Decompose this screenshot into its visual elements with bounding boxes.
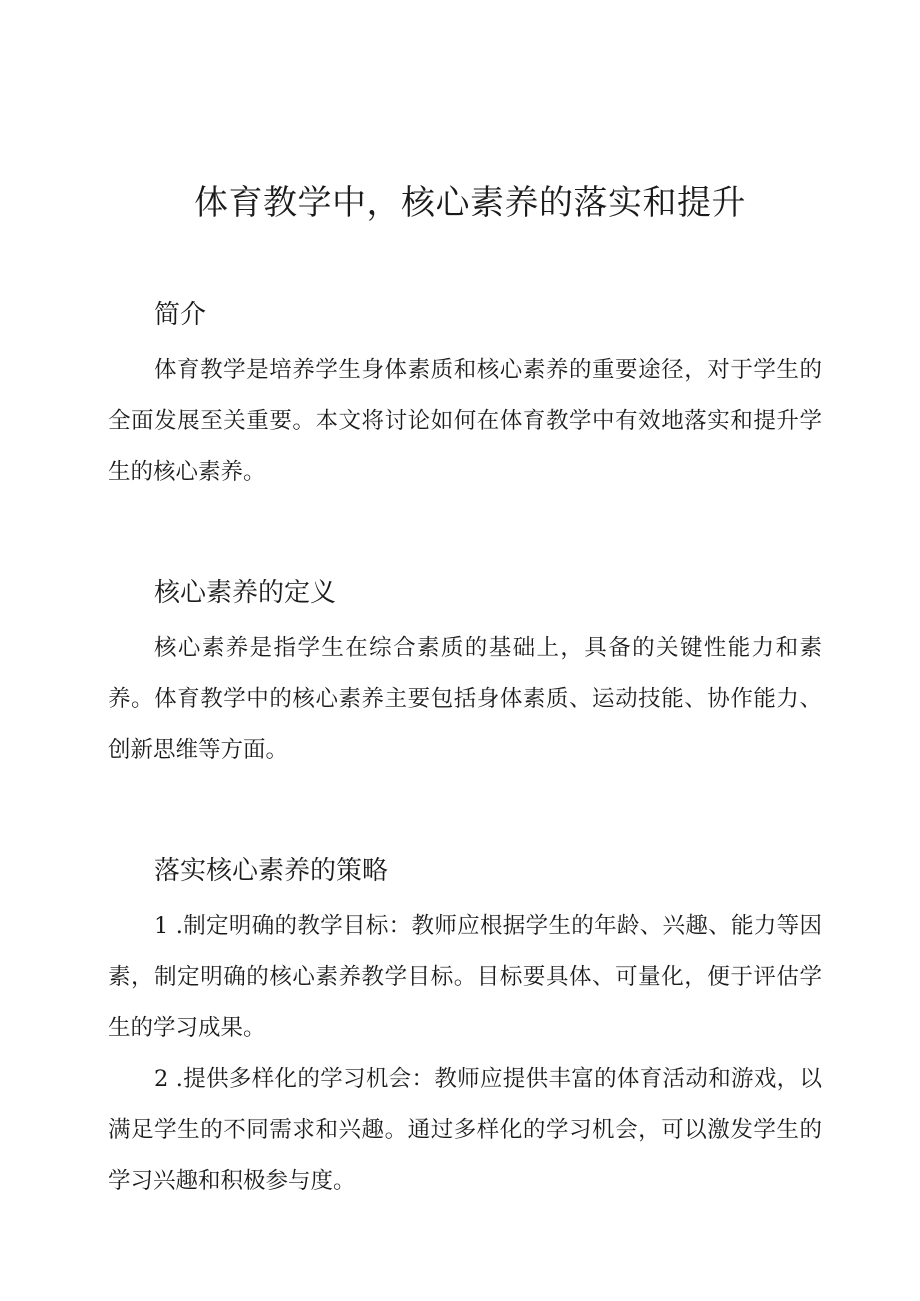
list-item-strategy-2: 2 .提供多样化的学习机会：教师应提供丰富的体育活动和游戏，以满足学生的不同需求和兴趣。通过多样化的学习机会，可以激发学生的学习兴趣和积极参与度。 — [108, 1066, 822, 1194]
list-item-strategy-1: 1 .制定明确的教学目标：教师应根据学生的年龄、兴趣、能力等因素，制定明确的核心素养教学目标。目标要具体、可量化，便于评估学生的学习成果。 — [108, 913, 822, 1041]
section-definition — [108, 575, 822, 776]
section-heading-introduction: 简介 — [154, 300, 207, 330]
section-heading-strategies: 落实核心素养的策略 — [154, 856, 389, 886]
section-strategies — [108, 853, 822, 1207]
paragraph-definition: 核心素养是指学生在综合素质的基础上，具备的关键性能力和素养。体育教学中的核心素养主要包括身体素质、运动技能、协作能力、创新思维等方面。 — [108, 635, 822, 763]
document-title: 体育教学中，核心素养的落实和提升 — [194, 183, 746, 223]
section-heading-definition: 核心素养的定义 — [154, 578, 337, 608]
section-introduction — [108, 297, 822, 498]
paragraph-introduction: 体育教学是培养学生身体素质和核心素养的重要途径，对于学生的全面发展至关重要。本文将讨论如何在体育教学中有效地落实和提升学生的核心素养。 — [108, 357, 822, 485]
